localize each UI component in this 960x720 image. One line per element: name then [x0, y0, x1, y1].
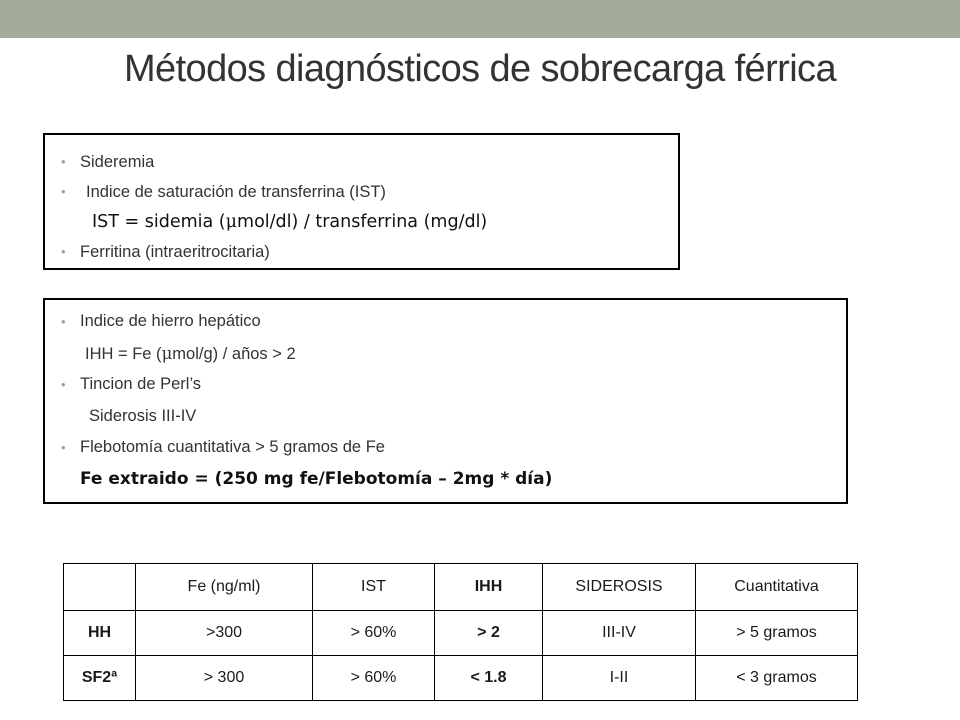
- table-header-cell: SIDEROSIS: [543, 564, 696, 611]
- table-cell: > 60%: [313, 611, 435, 656]
- table-cell: < 1.8: [435, 656, 543, 701]
- table-header-cell: Fe (ng/ml): [136, 564, 313, 611]
- slide-title: Métodos diagnósticos de sobrecarga férrica: [124, 48, 836, 90]
- bullet-icon: •: [61, 184, 66, 199]
- top-accent-bar: [0, 0, 960, 38]
- formula-part: IST = sidemia (: [92, 212, 226, 232]
- table-cell: < 3 gramos: [696, 656, 858, 701]
- list-item: [45, 369, 846, 401]
- list-item-text: Ferritina (intraeritrocitaria): [80, 243, 270, 261]
- table-cell: > 60%: [313, 656, 435, 701]
- table-cell: III-IV: [543, 611, 696, 656]
- table-header-cell: Cuantitativa: [696, 564, 858, 611]
- ist-formula: [45, 207, 678, 237]
- table-header-row: [64, 564, 858, 611]
- comparison-table: [63, 563, 858, 701]
- list-item: [45, 237, 678, 267]
- table-header-cell: [64, 564, 136, 611]
- mu-symbol: μ: [225, 212, 238, 232]
- list-item-text: Flebotomía cuantitativa > 5 gramos de Fe: [80, 438, 385, 456]
- row-header-hh: HH: [64, 611, 136, 656]
- bullet-icon: •: [61, 154, 66, 169]
- table-cell: I-II: [543, 656, 696, 701]
- bullet-icon: •: [61, 314, 66, 329]
- bullet-icon: •: [61, 244, 66, 259]
- list-item: [45, 432, 846, 464]
- ihh-formula: [45, 338, 846, 370]
- list-item: [45, 177, 678, 207]
- siderosis-grade: Siderosis III-IV: [89, 406, 197, 425]
- list-item-text: Sideremia: [80, 153, 155, 171]
- table-cell: >300: [136, 611, 313, 656]
- table-cell: > 300: [136, 656, 313, 701]
- formula-part: IHH = Fe (: [85, 344, 162, 363]
- tissue-tests-box: [43, 298, 848, 504]
- mu-symbol: μ: [161, 343, 173, 363]
- table-cell: > 2: [435, 611, 543, 656]
- table-row: [64, 656, 858, 701]
- blood-tests-box: [43, 133, 680, 270]
- table-header-cell: IST: [313, 564, 435, 611]
- list-item: [45, 147, 678, 177]
- bullet-icon: •: [61, 440, 66, 455]
- list-item-text: Tincion de Perl’s: [80, 375, 202, 393]
- fe-extraction-formula: Fe extraido = (250 mg fe/Flebotomía – 2mg * día): [80, 468, 553, 489]
- formula-part: mol/dl) / transferrina (mg/dl): [237, 212, 488, 232]
- table-header-cell: IHH: [435, 564, 543, 611]
- table-row: [64, 611, 858, 656]
- list-item-text: Indice de saturación de transferrina (IST): [86, 183, 386, 201]
- table-cell: > 5 gramos: [696, 611, 858, 656]
- formula-part: mol/g) / años > 2: [172, 344, 296, 363]
- row-header-sf2: SF2ª: [64, 656, 136, 701]
- list-item-text: Indice de hierro hepático: [80, 312, 261, 330]
- list-item: [45, 306, 846, 338]
- bullet-icon: •: [61, 377, 66, 392]
